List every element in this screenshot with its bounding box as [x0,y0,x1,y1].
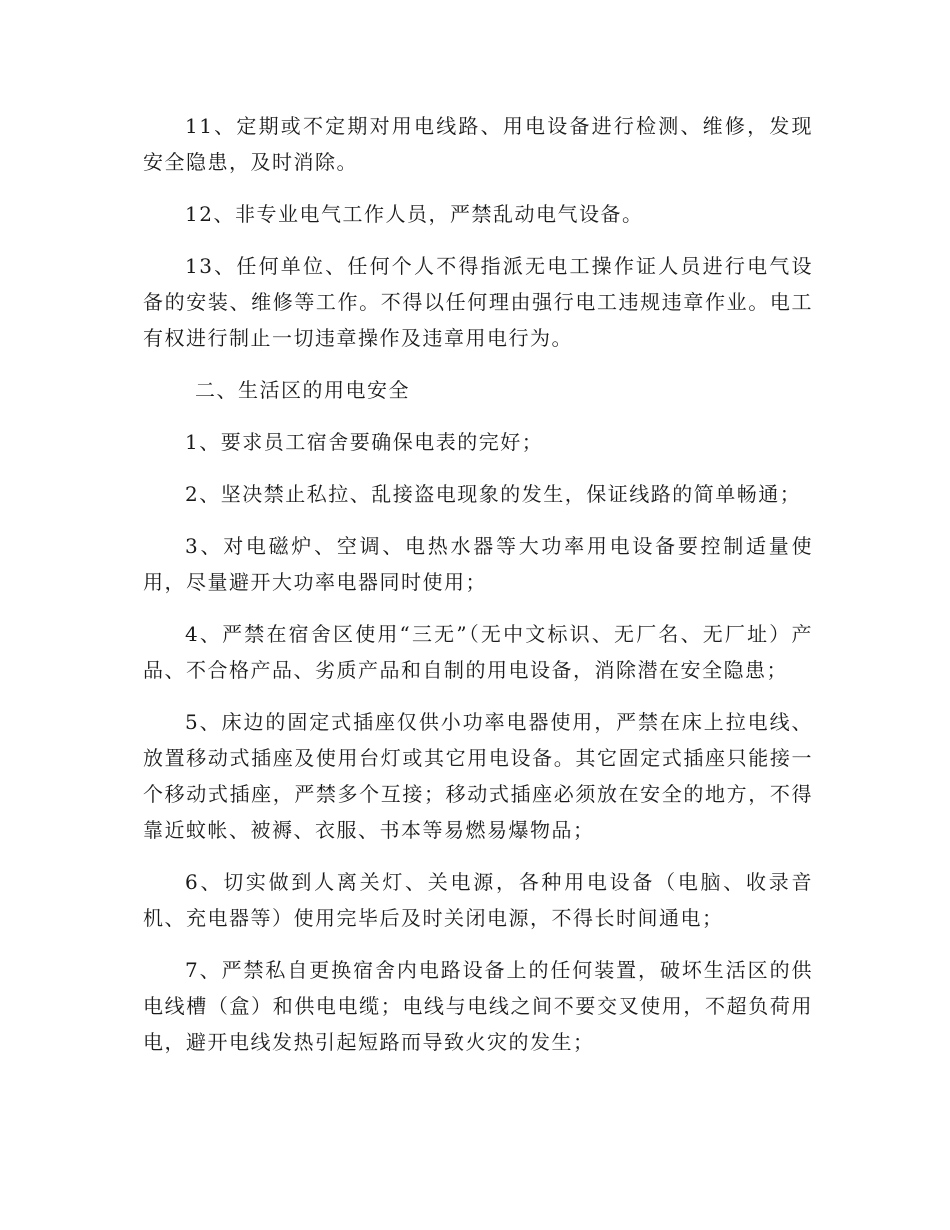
list-item-2: 2、坚决禁止私拉、乱接盗电现象的发生，保证线路的简单畅通； [185,482,802,506]
list-item-4: 4、严禁在宿舍区使用“三无”（无中文标识、无厂名、无厂址）产品、不合格产品、劣质产品和自制的用电设备，消除潜在安全隐患； [143,622,813,682]
list-item-3: 3、对电磁炉、空调、电热水器等大功率用电设备要控制适量使用，尽量避开大功率电器同时使用； [143,534,813,594]
paragraph-13: 13、任何单位、任何个人不得指派无电工操作证人员进行电气设备的安装、维修等工作。不得以任何理由强行电工违规违章作业。电工有权进行制止一切违章操作及违章用电行为。 [143,254,813,350]
list-item-5: 5、床边的固定式插座仅供小功率电器使用，严禁在床上拉电线、放置移动式插座及使用台灯或其它用电设备。其它固定式插座只能接一个移动式插座，严禁多个互接；移动式插座必须放在安全的地方，不得靠近蚊帐、被褥、衣服、书本等易燃易爆物品； [143,710,813,842]
list-item-7: 7、严禁私自更换宿舍内电路设备上的任何装置，破坏生活区的供电线槽（盒）和供电电缆；电线与电线之间不要交叉使用，不超负荷用电，避开电线发热引起短路而导致火灾的发生； [143,958,813,1054]
paragraph-12: 12、非专业电气工作人员，严禁乱动电气设备。 [185,202,644,226]
paragraph-11: 11、定期或不定期对用电线路、用电设备进行检测、维修，发现安全隐患，及时消除。 [143,114,813,174]
section-heading: 二、生活区的用电安全 [195,378,410,402]
list-item-6: 6、切实做到人离关灯、关电源，各种用电设备（电脑、收录音机、充电器等）使用完毕后及时关闭电源，不得长时间通电； [143,870,813,930]
list-item-1: 1、要求员工宿舍要确保电表的完好； [185,430,544,454]
document-body [143,108,813,1076]
